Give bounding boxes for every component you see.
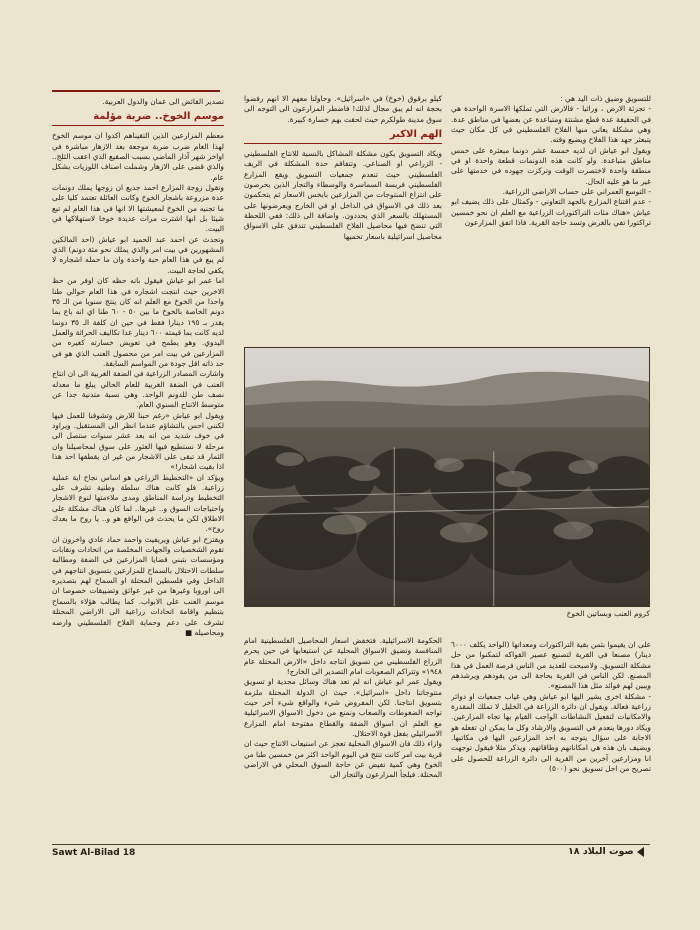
right-column-lower — [451, 640, 651, 840]
footer-rule — [52, 844, 650, 845]
paragraph: معظم المزارعين الذين التقيناهم اكدوا ان موسم الخوخ لهذا العام ضرب ضربة موجعة بعد الازهار مباشرة في اواخر شهر آذار الماضي بسبب الصقيع الذي اعقب الثلج.. والذي قضى على الازهار وشملت اصناف اللوزيات بشكل عام. — [52, 131, 224, 182]
paragraph: على ان يقيموا بثمن بقية التراكتورات ومعداتها (الواحد يكلف ٦٠٠٠ دينار) مصنعا في القرية لتصنيع عصير الفواكه لتمكنوا من حل مشكلة التسويق. ولاصبحت للعديد من الناس فرصة العمل في هذا المصنع. لكن الناس في القرية بحاجة الى من يقودهم ويرشدهم ويبين لهم فوائد مثل هذا المصنع». — [451, 640, 651, 691]
paragraph: - مشكلة اخرى يشير اليها ابو عياش وهي غياب جمعيات او دوائر زراعية فعالة. ويقول ان دائرة الزراعة في الخليل لا تملك المقدرة والامكانيات لتفعيل النشاطات الواجب القيام بها تجاه المزارعين. ويكاد دورها ينعدم في التسويق والارشاد وكل ما يمكن ان تفعله هو الاجابة على سؤال يتوجه به احد المزارعين اليها في مكاتبها. ويضيف بان هذه هي امكاناتهم وطاقاتهم. ويذكر مثلا فيقول توجهت انا ومزارعين آخرين من القرية الى دائرة الزراعة للحصول على تصريح من اجل تسويق نحو (٥٠٠) — [451, 691, 651, 774]
footer-english — [52, 848, 172, 858]
section-heading-peach-season: موسم الخوخ.. ضربة مؤلمة — [52, 110, 224, 126]
top-rule — [52, 90, 220, 92]
paragraph: اما عمر ابو عياش فيقول بانه حظه كان اوفر من حظ الاخرين حيث انتجت اشجاره في هذا العام حوالي طنا واحدا من الخوخ مع العلم انه كان ينتج سنويا من الـ ٣٥ دونم الخاصة بالخوخ ما بين ٥٠ - ٦٠ طنا اي انه باع بما يقدر بـ ١٩٥ دينارا فقط في حين ان كلفة الـ ٣٥ دونما لديه كانت بما قيمته ٦٠٠ دينار عدا تكاليف الحراثة والعمل اليدوي. وهو يطمح في تعويض خسارته كغيره من المزارعين في بيت امر من محصول العنب الذي هو في حد ذاته اقل جودة من المواسم السابقة. — [52, 276, 224, 368]
paragraph: ويقترح ابو عياش ويريفيث واحمد حماد عادي واخرون ان تقوم الشخصيات والجهات المخلصة من اتحادات ونقابات ومؤسسات بتبني قضايا المزارعين في الضفة ومطالبة سلطات الاحتلال بالسماح للمزارعين بتسويق انتاجهم في الداخل وفي فلسطين المحتلة او السماح لهم بتصديره الى اوروبا وغيرها من غير عوائق وتضييقات خصوصا ان موسم العنب على الابواب. كما يطالب هؤلاء بالسماح بتنظيم واقامة اتحادات زراعية الى الاراضي المحتلة تشرف على دعم وحماية الفلاح الفلسطيني وارضه ومحاصيله ■ — [52, 534, 224, 637]
paragraph: ويؤكد ان «التخطيط الزراعي هو اساس نجاح اية عملية زراعية. فلو كانت هناك سلطة وطنية تشرف على التخطيط ودراسة المناطق ومدى ملاءمتها لنوع الاشجار واحتياجات السوق و.. غيرها.. لما كان هناك مشكلة على الاطلاق لكن ما يحدث في الواقع هو و.. يا روح ما بعدك روح». — [52, 472, 224, 534]
page-number-english: 18 — [122, 848, 136, 858]
paragraph: - تجزئة الارض ، وراثيا - فالارض التي تملكها الاسرة الواحدة هي في الحقيقة عدة قطع مشتتة ومتباعدة عن بعضها في مناطق عدة. وهي مشكلة يعاني منها الفلاح الفلسطيني في كل مكان حيث يتبعثر جهد هذا الفلاح ويضيع وقته. — [451, 104, 651, 145]
middle-column-top — [244, 94, 442, 330]
paragraph: ويكاد التسويق يكون مشكلة المشاكل بالنسبة للانتاج الفلسطيني - الزراعي او الصناعي. وتتفاقم حدة المشكلة في الريف الفلسطيني حيث تنعدم جمعيات التسويق ويقع المزارع الفلسطيني فريسة السماسرة والوسطاء والتجار الذين يحرصون على انتزاع المنتوجات من المزارعين بابخس الاسعار ثم يتحكمون بعد ذلك في الاسواق في الداخل او في الخارج ويعرضونها على المستهلك بالسعر الذي يحددون. واضافة الى ذلك: ففي اللحظة التي تنضج فيها محاصيل الفلاح الفلسطيني تتدفق على الاسواق محاصيل اسرائيلية باسعار تحميها — [244, 149, 442, 241]
paragraph: ويقول عمر ابو عياش انه لم تعد هناك وسائل مجدية او تسويق منتوجاتنا داخل «اسرائيل». حيث ان الدولة المحتلة ملزمة بتسويق انتاجنا. لكن المفروض شيء والواقع شيء آخر حيث تواجه الضغوطات والصعاب ونمنع من دخول الاسواق الاسرائيلية مع العلم ان اسواق الضفة والقطاع مفتوحة امام المزارع الاسرائيلي بفعل قوة الاحتلال. — [244, 677, 442, 739]
magazine-name-english: Sawt Al-Bilad — [52, 848, 120, 858]
photo-caption: كروم العنب وبساتين الخوخ — [566, 609, 650, 618]
magazine-name-arabic: صوت البلاد — [582, 846, 634, 857]
footer-arabic — [510, 846, 650, 857]
paragraph: ويقول ابو عياش ان لديه خمسة عشر دونما مبعثرة على خمس مناطق متباعدة. ولو كانت هذه الدونمات قطعة واحدة او في منطقة واحدة لاختصرت الوقت وتركزت جهوده في خدمتها على غير ما هو عليه الحال. — [451, 145, 651, 186]
vineyard-photo — [244, 347, 650, 607]
paragraph: كيلو برقوق (خوخ) في «اسرائيل». وحاولنا معهم الا انهم رفضوا بحجة انه لم يبق مجال لذلك! فاضطر المزارعون الى التوجه الى سوق مدينة طولكرم حيث لحقت بهم خسارة كبيرة. — [244, 94, 442, 124]
section-heading-marketing: الهم الاكبر — [244, 128, 442, 144]
paragraph: - عدم اقتناع المزارع بالجهد التعاوني - وكمثال على ذلك يضيف ابو عياش «هناك مئات التراكتورات الزراعية مع العلم ان نحو خمسين تراكتورا تفي بالغرض وتسد حاجة القرية. فاذا اتفق المزارعون — [451, 197, 651, 228]
middle-column-lower — [244, 636, 442, 840]
paragraph: - التوسع العمراني على حساب الاراضي الزراعية. — [502, 187, 651, 197]
arrow-left-icon — [637, 847, 644, 857]
right-column-top — [451, 94, 651, 330]
paragraph: وتقول زوجة المزارع احمد جديع ان زوجها يملك دونمات عدة مزروعة باشجار الخوخ وكانت العائلة تعتمد كليا على ما تجنيه من الخوخ لمعيشتها الا انها في هذا العام لم تبع شيئا بل انها اشترت مرات عديدة خوخا لاستهلاكها في البيت. — [52, 183, 224, 234]
vineyard-photo-illustration — [245, 348, 649, 606]
paragraph: للتسويق وضيق ذات اليد هي : — [560, 94, 651, 103]
paragraph: وازاء ذلك فان الاسواق المحلية تعجز عن استيعاب الانتاج حيث ان قرية بيت امر كانت تنتج في اليوم الواحد اكثر من خمسين طنا من الخوخ وهي كمية تفيض عن حاجة السوق المحلي في الاراضي المحتلة. فيلجأ المزارعون والتجار الى — [244, 739, 442, 780]
paragraph: واشارت المصادر الزراعية في الضفة الغربية الى ان انتاج العنب في الضفة الغربية للعام الحالي يبلغ ما معدله نصف طن للدونم الواحد. وهي نسبة متدنية جدا عن متوسط الانتاج السنوي العام. — [52, 369, 224, 410]
left-column — [52, 97, 224, 842]
page-number-arabic: ١٨ — [567, 846, 580, 857]
paragraph: الحكومة الاسرائيلية. فتخفض اسعار المحاصيل الفلسطينية امام المنافسة وتضيق الاسواق المحلية عن استيعابها في حين يحرم الزراع الفلسطيني من تسويق انتاجه داخل «الارض المحتلة عام ١٩٤٨» وتتراكم الصعوبات امام التصدير الى الخارج! — [244, 636, 442, 677]
paragraph: ويقول ابو عياش «رغم حبنا للارض وتشوقنا للعمل فيها لكنني احس بالتشاؤم عندما انظر الى المستقبل. ويراود في خوف شديد من انه بعد عشر سنوات ستصل الى مرحلة لا نستطيع فيها العثور على سوق لمحاصيلنا وان الثمار قد تبقى على الاشجار من غير ان يقطفها احد هذا اذا بقيت اشجار!» — [52, 410, 224, 472]
paragraph: تصدير الفائض الى عمان والدول العربية. — [102, 97, 224, 106]
paragraph: وتحدث عن احمد عبد الحميد ابو عياش (احد المالكين المشهورين في بيت امر والذي يملك نحو مئة دونم) الذي لم يبع في هذا العام حبة واحدة وان ما حمله اشجاره لا يكفي لحاجة البيت. — [52, 234, 224, 275]
